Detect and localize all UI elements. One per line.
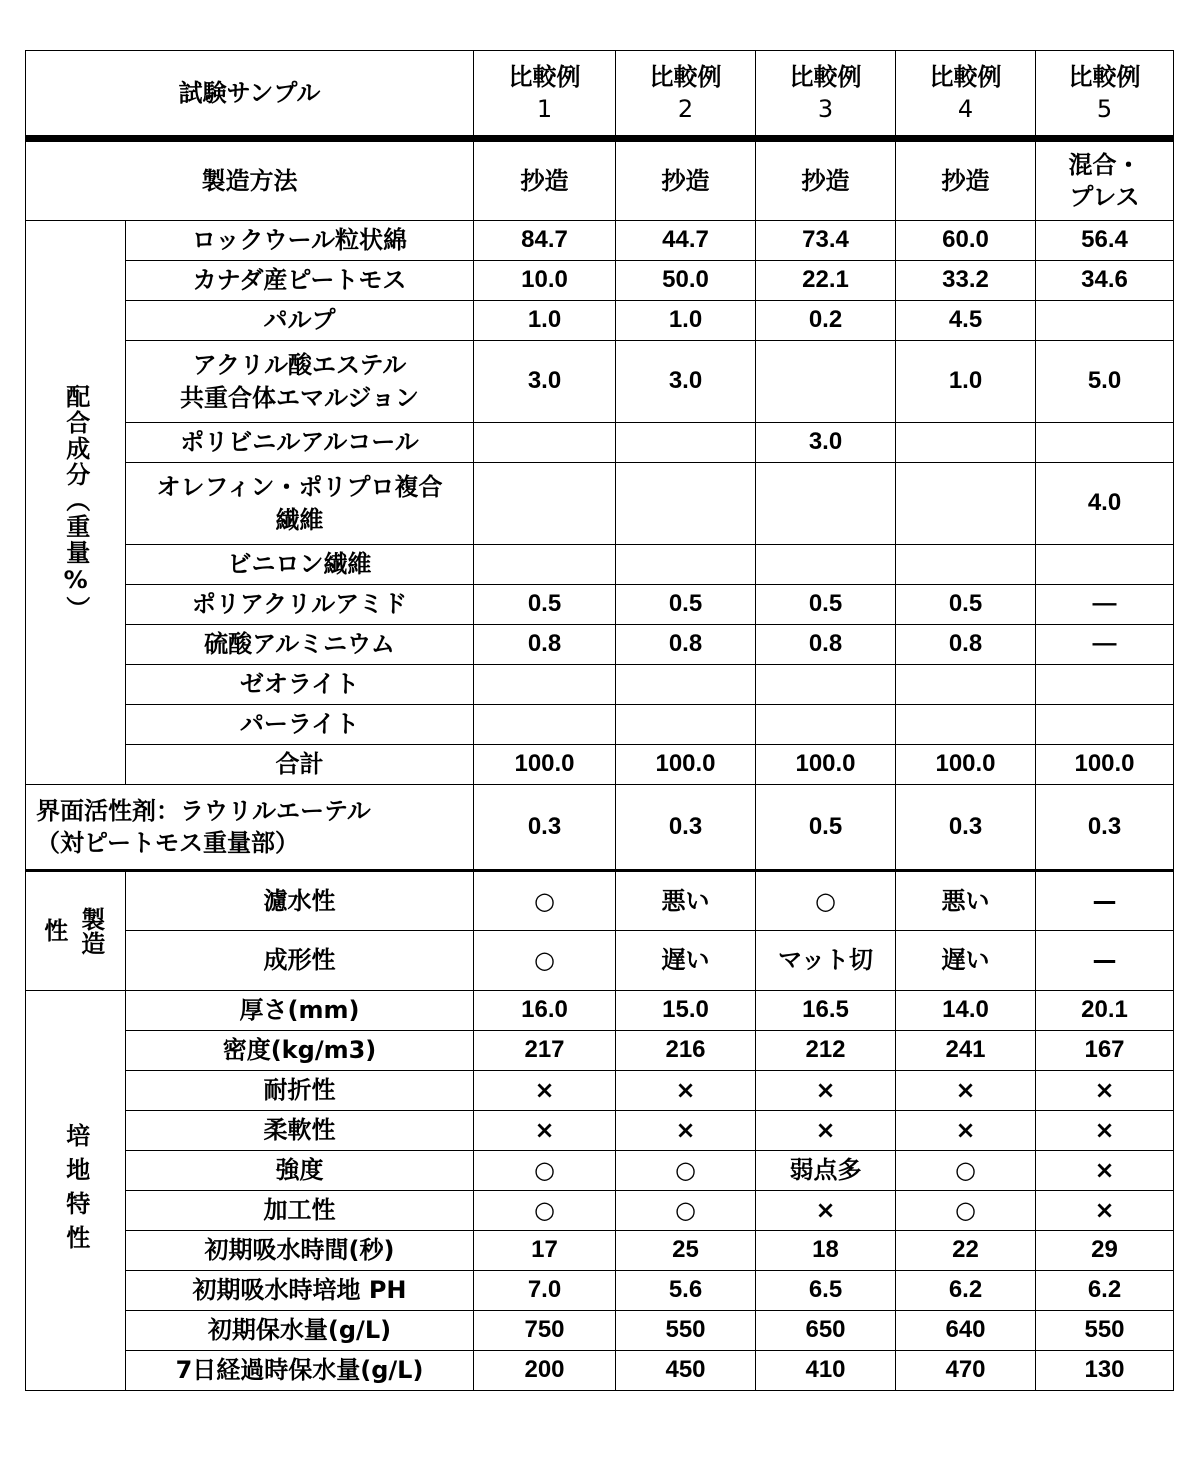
cell: 550 — [616, 1311, 756, 1351]
medium-row — [26, 991, 1174, 1031]
col-2-number: 2 — [677, 95, 694, 123]
method-row — [26, 139, 1174, 221]
cell: 0.2 — [756, 301, 896, 341]
cell — [756, 341, 896, 423]
cell: 410 — [756, 1351, 896, 1391]
cell: 73.4 — [756, 221, 896, 261]
cell: × — [756, 1071, 896, 1111]
cell: 3.0 — [474, 341, 616, 423]
cell: ○ — [474, 1151, 616, 1191]
row-label: 成形性 — [126, 931, 474, 991]
medium-row — [26, 1231, 1174, 1271]
cell: × — [1036, 1111, 1174, 1151]
composition-row — [26, 665, 1174, 705]
cell — [474, 545, 616, 585]
cell — [474, 423, 616, 463]
cell: ○ — [616, 1151, 756, 1191]
cell: × — [474, 1111, 616, 1151]
row-label-line1: オレフィン・ポリプロ複合 — [156, 473, 443, 502]
header-col-3 — [756, 51, 896, 139]
row-label: ポリアクリルアミド — [126, 585, 474, 625]
composition-row — [26, 625, 1174, 665]
cell: 6.2 — [1036, 1271, 1174, 1311]
row-label: ビニロン繊維 — [126, 545, 474, 585]
row-label: ポリビニルアルコール — [126, 423, 474, 463]
surfactant-label-line1: 界面活性剤：ラウリルエーテル — [36, 796, 371, 825]
surfactant-label-line2: （対ピートモス重量部） — [36, 829, 300, 857]
header-row — [26, 51, 1174, 139]
header-col-4 — [896, 51, 1036, 139]
cell — [474, 665, 616, 705]
cell: 60.0 — [896, 221, 1036, 261]
method-value: 抄造 — [756, 139, 896, 221]
col-1-number: 1 — [536, 95, 553, 123]
composition-row — [26, 301, 1174, 341]
comparison-table — [25, 50, 1174, 1391]
cell: 0.8 — [756, 625, 896, 665]
cell: 217 — [474, 1031, 616, 1071]
row-label: 強度 — [126, 1151, 474, 1191]
cell: 3.0 — [616, 341, 756, 423]
row-label: 7日経過時保水量(g/L) — [126, 1351, 474, 1391]
cell: × — [896, 1111, 1036, 1151]
cell — [1036, 301, 1174, 341]
cell: 0.8 — [616, 625, 756, 665]
cell: 200 — [474, 1351, 616, 1391]
cell: 遅い — [896, 931, 1036, 991]
cell: 10.0 — [474, 261, 616, 301]
cell: 470 — [896, 1351, 1036, 1391]
composition-row — [26, 705, 1174, 745]
manufacturing-row — [26, 871, 1174, 931]
header-col-5 — [1036, 51, 1174, 139]
cell: 5.6 — [616, 1271, 756, 1311]
cell: × — [616, 1111, 756, 1151]
cell: 1.0 — [616, 301, 756, 341]
cell: × — [1036, 1071, 1174, 1111]
cell: 0.3 — [616, 785, 756, 871]
cell: 0.5 — [616, 585, 756, 625]
cell: 16.0 — [474, 991, 616, 1031]
col-2-name: 比較例 — [649, 62, 722, 91]
cell: 0.5 — [896, 585, 1036, 625]
row-label: ゼオライト — [126, 665, 474, 705]
row-label: パーライト — [126, 705, 474, 745]
cell — [896, 545, 1036, 585]
row-label-line2: 繊維 — [275, 505, 324, 534]
cell: 0.5 — [474, 585, 616, 625]
cell: ○ — [474, 1191, 616, 1231]
cell: 640 — [896, 1311, 1036, 1351]
cell: × — [1036, 1191, 1174, 1231]
cell: 0.3 — [474, 785, 616, 871]
cell: 22.1 — [756, 261, 896, 301]
composition-row — [26, 545, 1174, 585]
manufacturing-label-a: 製造 — [76, 907, 105, 955]
cell: 悪い — [896, 871, 1036, 931]
cell — [896, 463, 1036, 545]
cell: 6.2 — [896, 1271, 1036, 1311]
manufacturing-row — [26, 931, 1174, 991]
cell — [756, 545, 896, 585]
medium-row — [26, 1151, 1174, 1191]
method-value — [1036, 139, 1174, 221]
row-label — [126, 341, 474, 423]
row-label: 耐折性 — [126, 1071, 474, 1111]
composition-group-label: 配合成分（重量%） — [26, 221, 126, 785]
row-label: 柔軟性 — [126, 1111, 474, 1151]
cell: 1.0 — [896, 341, 1036, 423]
cell: 34.6 — [1036, 261, 1174, 301]
cell — [896, 665, 1036, 705]
cell: 241 — [896, 1031, 1036, 1071]
medium-row — [26, 1111, 1174, 1151]
cell: × — [756, 1191, 896, 1231]
cell: 25 — [616, 1231, 756, 1271]
cell — [616, 463, 756, 545]
cell: — — [1036, 625, 1174, 665]
row-label-line2: 共重合体エマルジョン — [180, 383, 419, 412]
cell — [474, 463, 616, 545]
cell: ○ — [474, 871, 616, 931]
medium-row — [26, 1351, 1174, 1391]
cell — [616, 545, 756, 585]
cell — [1036, 423, 1174, 463]
cell: 167 — [1036, 1031, 1174, 1071]
row-label — [126, 463, 474, 545]
row-label: 合計 — [126, 745, 474, 785]
cell: マット切 — [756, 931, 896, 991]
cell — [616, 423, 756, 463]
manufacturing-group-label — [26, 871, 126, 991]
cell: 650 — [756, 1311, 896, 1351]
cell: 1.0 — [474, 301, 616, 341]
method-value: 抄造 — [616, 139, 756, 221]
medium-row — [26, 1071, 1174, 1111]
medium-group-label: 培地特性 — [26, 991, 126, 1391]
cell: ○ — [756, 871, 896, 931]
cell: 20.1 — [1036, 991, 1174, 1031]
cell — [1036, 545, 1174, 585]
cell: ○ — [474, 931, 616, 991]
cell — [1036, 665, 1174, 705]
method-label: 製造方法 — [26, 139, 474, 221]
cell: 5.0 — [1036, 341, 1174, 423]
cell: 29 — [1036, 1231, 1174, 1271]
cell — [756, 463, 896, 545]
composition-row — [26, 423, 1174, 463]
cell: 悪い — [616, 871, 756, 931]
col-4-number: 4 — [957, 95, 974, 123]
medium-row — [26, 1031, 1174, 1071]
row-label: 濾水性 — [126, 871, 474, 931]
cell: 84.7 — [474, 221, 616, 261]
row-label: 初期吸水時培地 PH — [126, 1271, 474, 1311]
cell — [756, 665, 896, 705]
cell: 450 — [616, 1351, 756, 1391]
composition-row — [26, 341, 1174, 423]
cell: 56.4 — [1036, 221, 1174, 261]
row-label: 硫酸アルミニウム — [126, 625, 474, 665]
row-label: ロックウール粒状綿 — [126, 221, 474, 261]
cell: ○ — [896, 1191, 1036, 1231]
cell: 50.0 — [616, 261, 756, 301]
col-5-name: 比較例 — [1068, 62, 1141, 91]
method-value: 抄造 — [896, 139, 1036, 221]
composition-row — [26, 261, 1174, 301]
cell — [474, 705, 616, 745]
cell: × — [616, 1071, 756, 1111]
col-1-name: 比較例 — [508, 62, 581, 91]
cell: 22 — [896, 1231, 1036, 1271]
cell: 100.0 — [474, 745, 616, 785]
header-label: 試験サンプル — [26, 51, 474, 139]
header-col-2 — [616, 51, 756, 139]
cell: 15.0 — [616, 991, 756, 1031]
medium-row — [26, 1311, 1174, 1351]
cell: 100.0 — [756, 745, 896, 785]
composition-row — [26, 585, 1174, 625]
cell — [756, 705, 896, 745]
cell: 130 — [1036, 1351, 1174, 1391]
cell: 7.0 — [474, 1271, 616, 1311]
cell: 216 — [616, 1031, 756, 1071]
row-label: 初期保水量(g/L) — [126, 1311, 474, 1351]
manufacturing-label-b: 性 — [44, 916, 69, 945]
cell: — — [1036, 931, 1174, 991]
cell: 0.3 — [1036, 785, 1174, 871]
col-3-number: 3 — [817, 95, 834, 123]
cell: 750 — [474, 1311, 616, 1351]
cell: 弱点多 — [756, 1151, 896, 1191]
cell: 0.5 — [756, 585, 896, 625]
cell: × — [1036, 1151, 1174, 1191]
col-4-name: 比較例 — [929, 62, 1002, 91]
cell: 18 — [756, 1231, 896, 1271]
row-label: 密度(kg/m3) — [126, 1031, 474, 1071]
row-label-line1: アクリル酸エステル — [192, 351, 407, 380]
composition-row — [26, 221, 1174, 261]
cell: 6.5 — [756, 1271, 896, 1311]
cell: ○ — [896, 1151, 1036, 1191]
cell: × — [474, 1071, 616, 1111]
cell: 0.8 — [474, 625, 616, 665]
cell: 33.2 — [896, 261, 1036, 301]
row-label: 加工性 — [126, 1191, 474, 1231]
cell: × — [756, 1111, 896, 1151]
cell: 212 — [756, 1031, 896, 1071]
cell: 17 — [474, 1231, 616, 1271]
medium-row — [26, 1191, 1174, 1231]
surfactant-label — [26, 785, 474, 871]
header-col-1 — [474, 51, 616, 139]
cell: 0.3 — [896, 785, 1036, 871]
cell: 4.0 — [1036, 463, 1174, 545]
method-value: 抄造 — [474, 139, 616, 221]
col-3-name: 比較例 — [789, 62, 862, 91]
method-value-line1: 混合・ — [1068, 150, 1141, 179]
cell — [1036, 705, 1174, 745]
cell — [616, 705, 756, 745]
cell: — — [1036, 871, 1174, 931]
cell: 550 — [1036, 1311, 1174, 1351]
cell: × — [896, 1071, 1036, 1111]
cell: 100.0 — [896, 745, 1036, 785]
col-5-number: 5 — [1096, 95, 1113, 123]
cell: 100.0 — [616, 745, 756, 785]
row-label: カナダ産ピートモス — [126, 261, 474, 301]
surfactant-row — [26, 785, 1174, 871]
cell: ○ — [616, 1191, 756, 1231]
cell: 14.0 — [896, 991, 1036, 1031]
method-value-line2: プレス — [1069, 183, 1140, 211]
cell: 遅い — [616, 931, 756, 991]
cell: 0.8 — [896, 625, 1036, 665]
cell: — — [1036, 585, 1174, 625]
medium-row — [26, 1271, 1174, 1311]
cell — [896, 423, 1036, 463]
cell: 4.5 — [896, 301, 1036, 341]
cell: 16.5 — [756, 991, 896, 1031]
row-label: パルプ — [126, 301, 474, 341]
cell: 0.5 — [756, 785, 896, 871]
composition-row — [26, 463, 1174, 545]
cell: 3.0 — [756, 423, 896, 463]
cell: 100.0 — [1036, 745, 1174, 785]
row-label: 厚さ(mm) — [126, 991, 474, 1031]
composition-total-row — [26, 745, 1174, 785]
row-label: 初期吸水時間(秒) — [126, 1231, 474, 1271]
cell — [616, 665, 756, 705]
cell: 44.7 — [616, 221, 756, 261]
cell — [896, 705, 1036, 745]
